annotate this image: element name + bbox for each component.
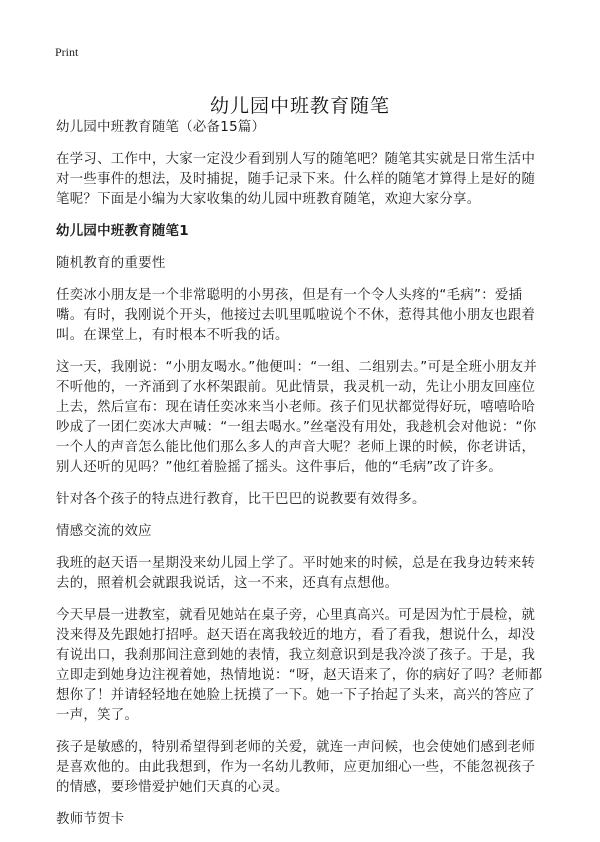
subheading-random-education: 随机教育的重要性 [56, 256, 166, 271]
paragraph: 我班的赵天语一星期没来幼儿园上学了。平时她来的时候，总是在我身边转来转去的，照着机会就跟我说话，这一不来，还真有点想他。 [56, 556, 536, 591]
intro-paragraph: 在学习、工作中，大家一定没少看到别人写的随笔吧？随笔其实就是日常生活中对一些事件的想法，及时捕捉，随手记录下来。什么样的随笔才算得上是好的随笔呢？下面是小编为大家收集的幼儿园中班教育随笔，欢迎大家分享。 [56, 152, 536, 207]
paragraph: 孩子是敏感的，特别希望得到老师的关爱，就连一声问候，也会使她们感到老师是喜欢他的。由此我想到，作为一名幼儿教师，应更加细心一些，不能忽视孩子的情感，要珍惜爱护她们天真的心灵。 [56, 740, 536, 795]
subheading-teachers-day-card: 教师节贺卡 [56, 812, 125, 827]
page-title: 幼儿园中班教育随笔 [209, 94, 390, 117]
paragraph: 今天早晨一进教室，就看见她站在桌子旁，心里真高兴。可是因为忙于晨检，就没来得及先跟她打招呼。赵天语在离我较近的地方，看了看我，想说什么，却没有说出口，我刹那间注意到她的表情，我立刻意识到是我冷淡了孩子。于是，我立即走到她身边注视着她，热情地说：“呀，赵天语来了，你的病好了吗？老师都想你了！并请轻轻地在她脸上抚摸了一下。她一下子抬起了头来，高兴的答应了一声，笑了。 [56, 608, 543, 723]
paragraph: 这一天，我刚说：“小朋友喝水。”他便叫：“一组、二组别去。”可是全班小朋友并不听他的，一齐涌到了水杯架跟前。见此情景，我灵机一动，先让小朋友回座位上去，然后宣布：现在请任奕冰来当小老师。孩子们见状都觉得好玩，嘻嘻哈哈吵成了一团仁奕冰大声喊：“一组去喝水。”丝毫没有用处，我趁机会对他说：“你一个人的声音怎么能比他们那么多人的声音大呢？老师上课的时候，你老讲话，别人还听的见吗？”他红着脸摇了摇头。这件事后，他的“毛病”改了许多。 [56, 360, 538, 475]
document-body [56, 118, 546, 842]
subheading-emotional-exchange: 情感交流的效应 [56, 524, 152, 539]
paragraph: 任奕冰小朋友是一个非常聪明的小男孩，但是有一个令人头疼的“毛病”：爱插嘴。有时，我刚说个开头，他接过去叽里呱啦说个不休，惹得其他小朋友也跟着叫。在课堂上，有时根本不听我的话。 [56, 288, 536, 343]
document-subtitle: 幼儿园中班教育随笔（必备15篇） [56, 120, 266, 135]
print-label: Print [55, 45, 79, 59]
paragraph: 针对各个孩子的特点进行教育，比干巴巴的说教要有效得多。 [56, 492, 426, 507]
section-title: 幼儿园中班教育随笔1 [56, 224, 189, 239]
